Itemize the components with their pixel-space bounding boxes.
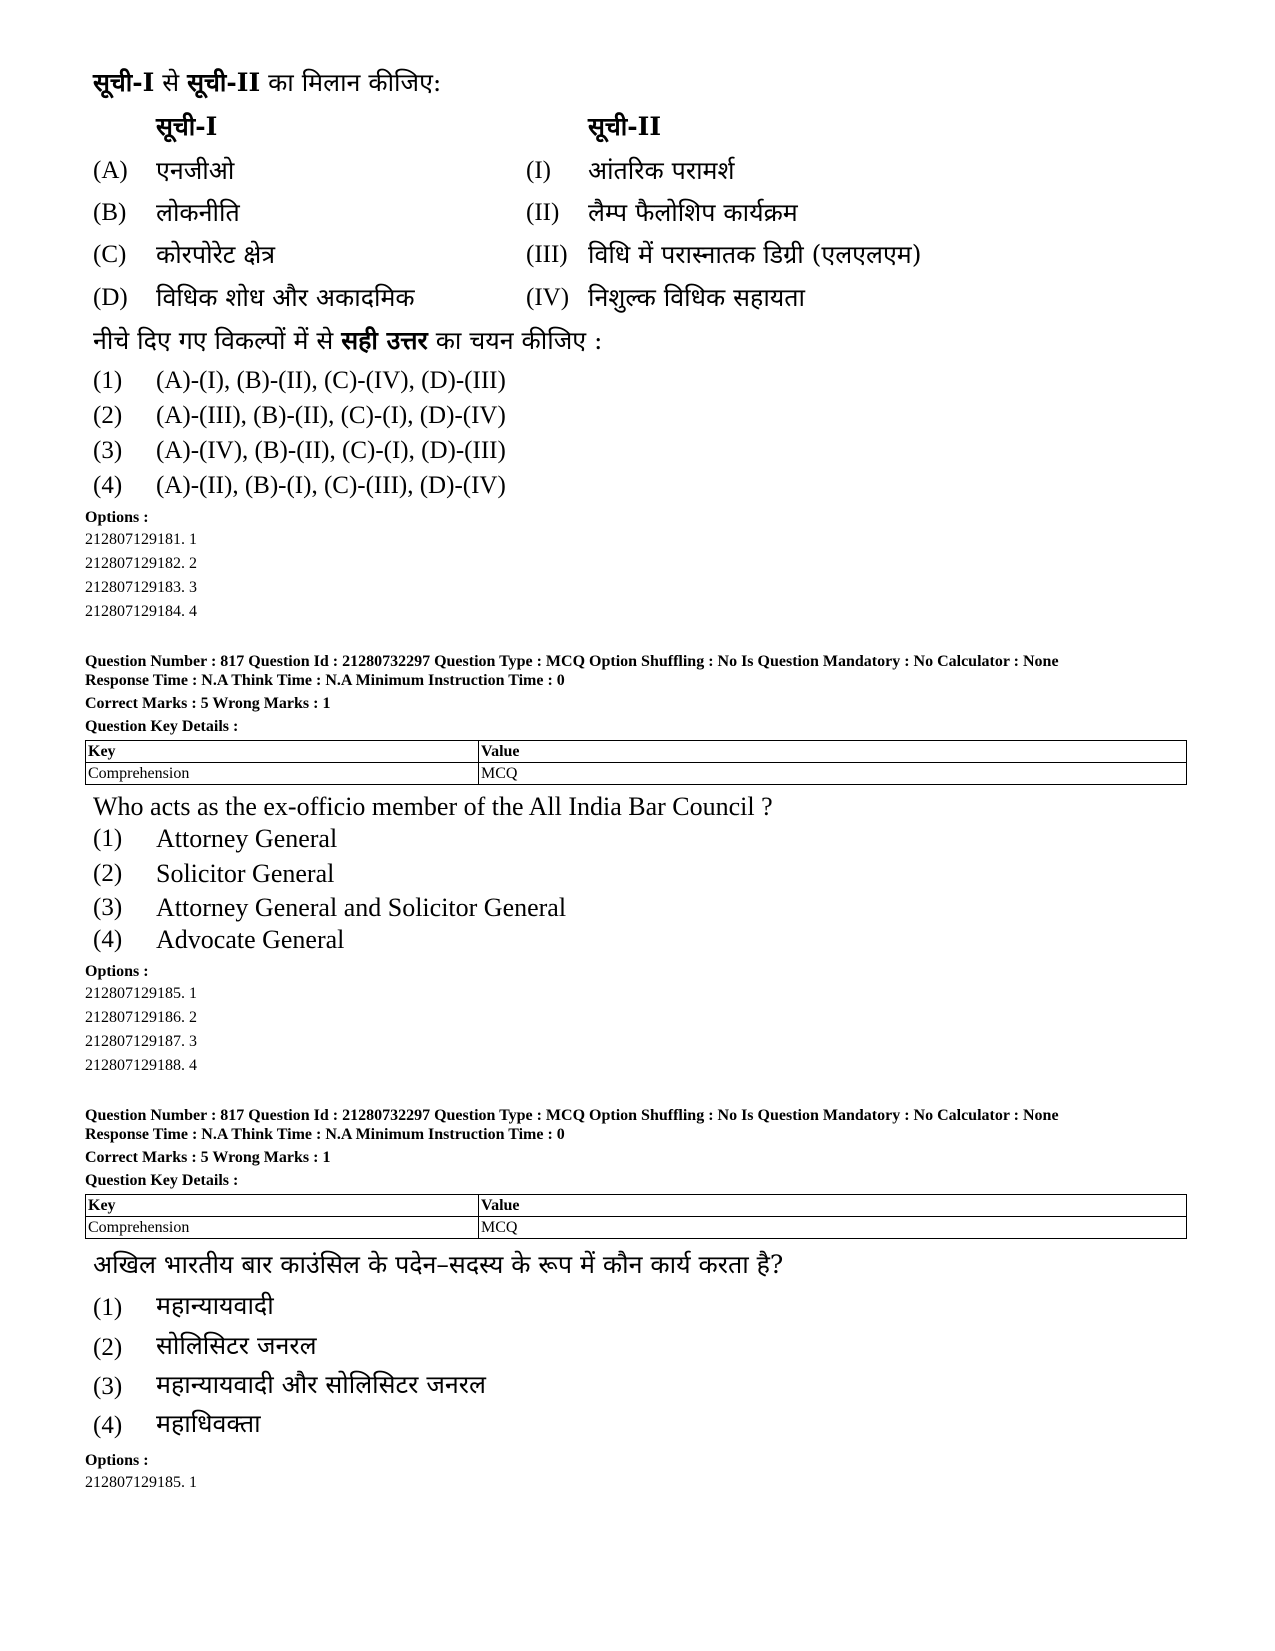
list2-item-text: विधि में परास्नातक डिग्री (एलएलएम) [588,240,922,269]
instruction-text-a: से [154,68,188,97]
options-list [85,1471,197,1495]
option-id: 212807129184. 4 [85,603,197,620]
question-marks: Correct Marks : 5 Wrong Marks : 1 [85,1149,331,1166]
table-header-row [86,1195,1187,1217]
answer-text: (A)-(III), (B)-(II), (C)-(I), (D)-(IV) [156,402,506,429]
key-details-table [85,740,1187,785]
answer-label: (1) [93,825,123,852]
answer-text: महाधिवक्ता [156,1409,261,1438]
options-list [85,528,197,624]
question-meta-line1: Question Number : 817 Question Id : 21280732297 Question Type : MCQ Option Shuffling : No Is Question Mandatory : No Calculator : None [85,1107,1059,1124]
answer-label: (2) [93,1334,123,1361]
answer-text: (A)-(I), (B)-(II), (C)-(IV), (D)-(III) [156,367,506,394]
list2-item-label: (I) [526,157,551,184]
list2-item-text: निशुल्क विधिक सहायता [588,283,806,312]
answer-label: (4) [93,1412,123,1439]
table-header-key: Key [86,1195,479,1217]
answer-text: Attorney General and Solicitor General [156,893,567,922]
select-prompt [93,326,602,356]
answer-label: (1) [93,367,123,394]
list2-item-label: (III) [526,241,568,268]
answer-label: (2) [93,402,123,429]
option-id: 212807129182. 2 [85,555,197,572]
options-list [85,982,197,1078]
list1-item-text: एनजीओ [156,156,235,185]
list2-header: सूची-II [588,112,662,141]
option-id: 212807129186. 2 [85,1009,197,1026]
option-id: 212807129185. 1 [85,1474,197,1491]
answer-label: (4) [93,472,123,499]
question-stem: Who acts as the ex-officio member of the All India Bar Council ? [93,792,773,821]
question-meta-line2: Response Time : N.A Think Time : N.A Minimum Instruction Time : 0 [85,672,565,689]
option-id: 212807129185. 1 [85,985,197,1002]
question-marks: Correct Marks : 5 Wrong Marks : 1 [85,695,331,712]
list2-item-label: (IV) [526,284,570,311]
question-meta-line2: Response Time : N.A Think Time : N.A Minimum Instruction Time : 0 [85,1126,565,1143]
instruction-text-b: का मिलान कीजिए: [260,68,442,97]
option-id: 212807129183. 3 [85,579,197,596]
list1-item-label: (D) [93,284,128,311]
key-details-table [85,1194,1187,1239]
list1-item-label: (C) [93,241,127,268]
list2-item-text: आंतरिक परामर्श [588,156,735,185]
key-details-label: Question Key Details : [85,718,239,735]
table-row [86,763,1187,785]
table-cell-value: MCQ [479,763,1187,785]
list2-item-text: लैम्प फैलोशिप कार्यक्रम [588,198,798,227]
table-header-value: Value [479,1195,1187,1217]
answer-label: (1) [93,1294,123,1321]
table-cell-key: Comprehension [86,1217,479,1239]
list1-item-label: (B) [93,199,127,226]
table-row [86,1217,1187,1239]
option-id: 212807129188. 4 [85,1057,197,1074]
table-header-key: Key [86,741,479,763]
list1-header: सूची-I [156,112,218,141]
answer-text: Advocate General [156,925,345,954]
instruction-list2-ref: सूची-II [187,68,261,97]
options-label: Options : [85,509,149,526]
list2-item-label: (II) [526,199,560,226]
answer-label: (3) [93,1373,123,1400]
answer-text: (A)-(II), (B)-(I), (C)-(III), (D)-(IV) [156,472,506,499]
table-cell-value: MCQ [479,1217,1187,1239]
option-id: 212807129187. 3 [85,1033,197,1050]
answer-label: (2) [93,860,123,887]
option-id: 212807129181. 1 [85,531,197,548]
instruction-list1-ref: सूची-I [93,68,155,97]
answer-text: Attorney General [156,824,338,853]
answer-label: (3) [93,894,123,921]
select-prompt-text-b: का चयन कीजिए : [427,326,603,355]
options-label: Options : [85,963,149,980]
question-meta-line1: Question Number : 817 Question Id : 21280732297 Question Type : MCQ Option Shuffling : No Is Question Mandatory : No Calculator : None [85,653,1059,670]
table-cell-key: Comprehension [86,763,479,785]
table-header-row [86,741,1187,763]
key-details-label: Question Key Details : [85,1172,239,1189]
question-stem: अखिल भारतीय बार काउंसिल के पदेन–सदस्य के रूप में कौन कार्य करता है? [93,1250,784,1279]
list1-item-text: कोरपोरेट क्षेत्र [156,240,276,269]
answer-text: महान्यायवादी और सोलिसिटर जनरल [156,1370,486,1399]
select-prompt-text-a: नीचे दिए गए विकल्पों में से [93,326,342,355]
list1-item-text: लोकनीति [156,198,240,227]
table-header-value: Value [479,741,1187,763]
select-prompt-emphasis: सही उत्तर [341,326,428,355]
list1-item-text: विधिक शोध और अकादमिक [156,283,415,312]
list1-item-label: (A) [93,157,128,184]
answer-text: (A)-(IV), (B)-(II), (C)-(I), (D)-(III) [156,437,506,464]
answer-text: सोलिसिटर जनरल [156,1331,317,1360]
answer-label: (4) [93,926,123,953]
match-instruction [93,68,441,98]
answer-label: (3) [93,437,123,464]
answer-text: महान्यायवादी [156,1291,274,1320]
answer-text: Solicitor General [156,859,335,888]
options-label: Options : [85,1452,149,1469]
